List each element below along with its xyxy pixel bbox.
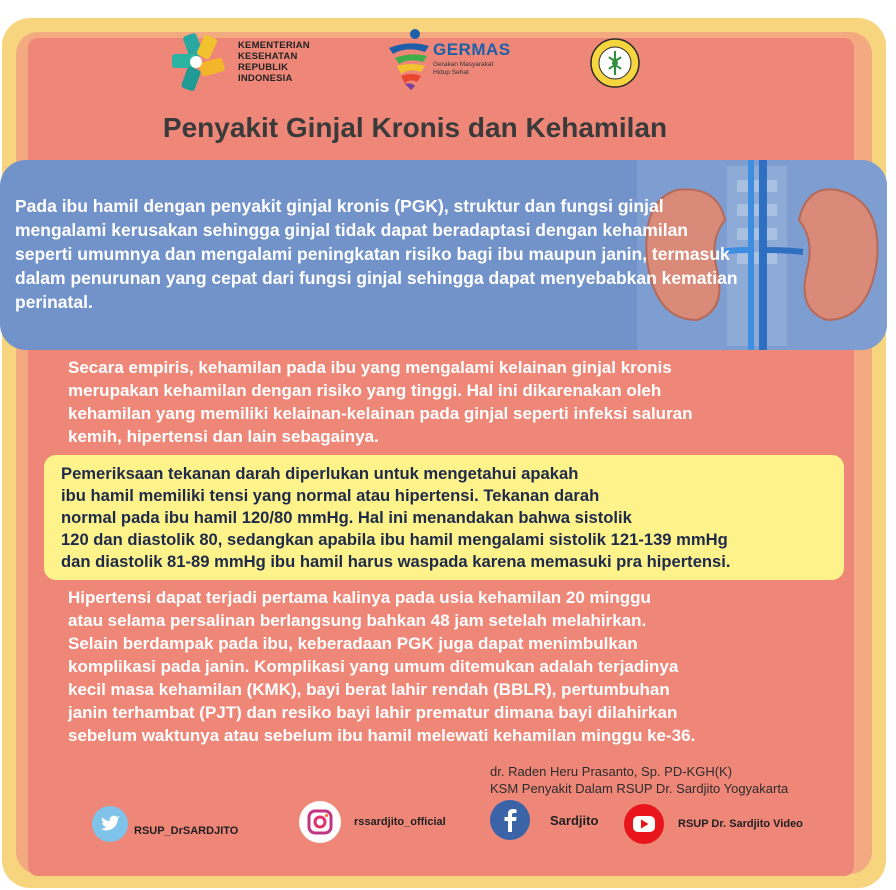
author-name: dr. Raden Heru Prasanto, Sp. PD-KGH(K): [490, 764, 733, 779]
author-affiliation: KSM Penyakit Dalam RSUP Dr. Sardjito Yogyakarta: [490, 781, 789, 796]
germas-wordmark: [433, 26, 511, 76]
youtube-icon: [624, 804, 664, 844]
kemenkes-logo: [166, 30, 310, 94]
germas-logo: [385, 26, 511, 92]
twitter-icon: [92, 806, 128, 842]
kemenkes-logo-icon: [166, 30, 232, 94]
hospital-seal-icon: [590, 38, 640, 88]
intro-card: [0, 160, 887, 350]
kemenkes-line: KEMENTERIAN: [238, 40, 310, 51]
kemenkes-line: INDONESIA: [238, 73, 293, 84]
author-credit: [490, 763, 788, 797]
youtube-channel: RSUP Dr. Sardjito Video: [678, 818, 803, 830]
hipertensi-paragraph: Hipertensi dapat terjadi pertama kalinya pada usia kehamilan 20 minggu atau selama persalinan berlangsung bahkan 48 jam setelah melahirkan. Selain berdampak pada ibu, keberadaan PGK juga dapat menimbulkan komplikasi pada janin. Komplikasi yang umum ditemukan adalah terjadinya kecil masa kehamilan (KMK), bayi berat lahir rendah (BBLR), pertumbuhan janin terhambat (PJT) dan resiko bayi lahir prematur dimana bayi dilahirkan sebelum waktunya atau sebelum ibu hamil melewati kehamilan minggu ke-36.: [68, 588, 696, 745]
twitter-handle: RSUP_DrSARDJITO: [134, 825, 239, 837]
intro-paragraph: Pada ibu hamil dengan penyakit ginjal kronis (PGK), struktur dan fungsi ginjal mengalami kerusakan sehingga ginjal tidak dapat beradaptasi dengan kehamilan seperti umumnya dan mengalami peningkatan risiko bagi ibu maupun janin, termasuk dalam penurunan yang cepat dari fungsi ginjal sehingga dapat menyebabkan kematian perinatal.: [15, 196, 738, 312]
empiris-paragraph: Secara empiris, kehamilan pada ibu yang mengalami kelainan ginjal kronis merupakan kehamilan dengan risiko yang tinggi. Hal ini dikarenakan oleh kehamilan yang memiliki kelainan-kelainan pada ginjal seperti infeksi saluran kemih, hipertensi dan lain sebagainya.: [68, 358, 693, 446]
page-title: Penyakit Ginjal Kronis dan Kehamilan: [162, 112, 668, 143]
germas-subtitle: Gerakan Masyarakat: [433, 61, 494, 68]
blood-pressure-card: [44, 455, 844, 580]
germas-title: GERMAS: [433, 40, 511, 59]
germas-logo-icon: [385, 26, 433, 92]
instagram-handle: rssardjito_official: [354, 816, 446, 828]
blood-pressure-paragraph: Pemeriksaan tekanan darah diperlukan untuk mengetahui apakah ibu hamil memiliki tensi yang normal atau hipertensi. Tekanan darah normal pada ibu hamil 120/80 mmHg. Hal ini menandakan bahwa sistolik 120 dan diastolik 80, sedangkan apabila ibu hamil mengalami sistolik 121-139 mmHg dan diastolik 81-89 mmHg ibu hamil harus waspada karena memasuki pra hipertensi.: [61, 464, 731, 571]
facebook-handle: Sardjito: [550, 812, 599, 828]
instagram-icon: [298, 800, 342, 844]
germas-subtitle: Hidup Sehat: [433, 69, 469, 76]
facebook-icon: [490, 800, 530, 840]
kemenkes-line: REPUBLIK: [238, 62, 289, 73]
facebook-link[interactable]: [490, 800, 598, 840]
kemenkes-line: KESEHATAN: [238, 51, 298, 62]
instagram-link[interactable]: [298, 800, 446, 844]
kemenkes-wordmark: [238, 40, 310, 84]
twitter-link[interactable]: [92, 806, 238, 842]
youtube-link[interactable]: [624, 804, 803, 844]
